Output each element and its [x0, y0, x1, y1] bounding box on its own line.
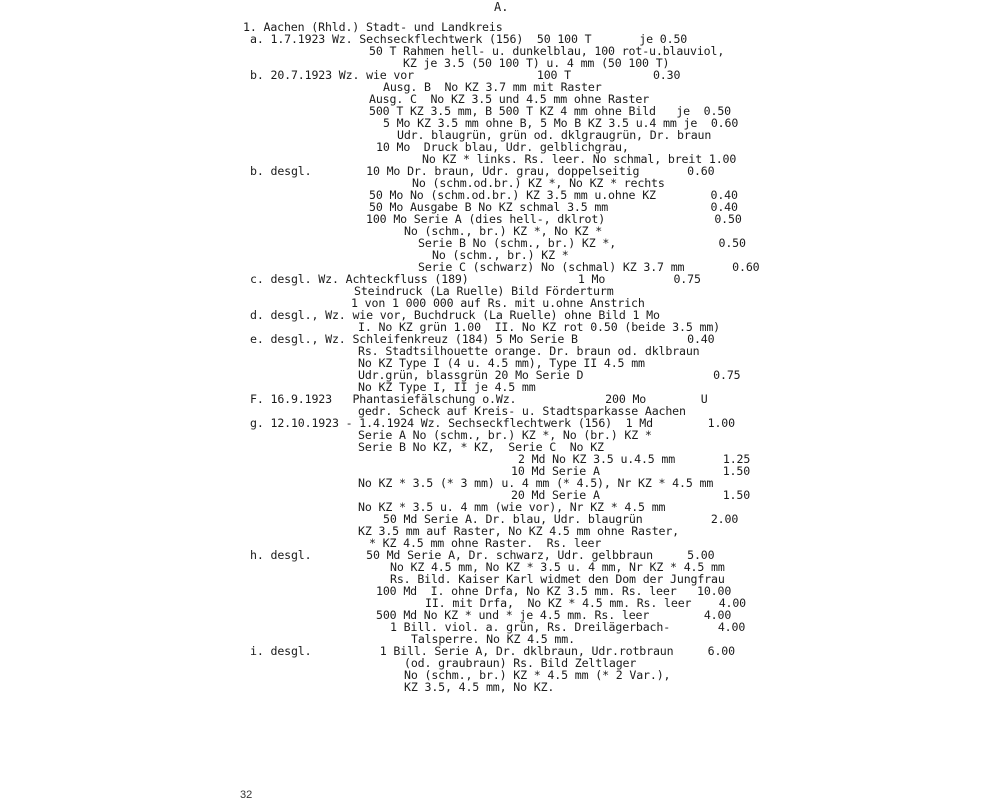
- catalog-line: Udr.grün, blassgrün 20 Mo Serie D 0.75: [358, 368, 741, 382]
- catalog-line: Steindruck (La Ruelle) Bild Förderturm: [354, 284, 614, 298]
- catalog-line: b. 20.7.1923 Wz. wie vor 100 T 0.30: [250, 68, 681, 82]
- catalog-line: No (schm., br.) KZ *: [432, 248, 569, 262]
- page-number: 32: [240, 789, 253, 801]
- catalog-line: No KZ Type I (4 u. 4.5 mm), Type II 4.5 mm: [358, 356, 645, 370]
- catalog-line: Udr. blaugrün, grün od. dklgraugrün, Dr. braun: [397, 128, 712, 142]
- catalog-line: h. desgl. 50 Md Serie A, Dr. schwarz, Udr. gelbbraun 5.00: [250, 548, 715, 562]
- catalog-line: Serie B No (schm., br.) KZ *, 0.50: [418, 236, 746, 250]
- catalog-line: No KZ * links. Rs. leer. No schmal, breit 1.00: [422, 152, 737, 166]
- catalog-line: No (schm., br.) KZ *, No KZ *: [404, 224, 603, 238]
- catalog-line: Serie B No KZ, * KZ, Serie C No KZ: [358, 440, 604, 454]
- catalog-line: 50 Md Serie A. Dr. blau, Udr. blaugrün 2.00: [383, 512, 739, 526]
- catalog-line: 20 Md Serie A 1.50: [511, 488, 751, 502]
- catalog-line: No KZ * 3.5 (* 3 mm) u. 4 mm (* 4.5), Nr KZ * 4.5 mm: [358, 476, 714, 490]
- catalog-line: 5 Mo KZ 3.5 mm ohne B, 5 Mo B KZ 3.5 u.4 mm je 0.60: [383, 116, 739, 130]
- catalog-line: Serie A No (schm., br.) KZ *, No (br.) KZ *: [358, 428, 652, 442]
- catalog-line: 500 T KZ 3.5 mm, B 500 T KZ 4 mm ohne Bild je 0.50: [369, 104, 731, 118]
- catalog-line: 1 Bill. viol. a. grün, Rs. Dreilägerbach- 4.00: [390, 620, 746, 634]
- catalog-line: KZ 3.5 mm auf Raster, No KZ 4.5 mm ohne Raster,: [358, 524, 680, 538]
- catalog-line: I. No KZ grün 1.00 II. No KZ rot 0.50 (beide 3.5 mm): [358, 320, 720, 334]
- catalog-line: e. desgl., Wz. Schleifenkreuz (184) 5 Mo Serie B 0.40: [250, 332, 715, 346]
- catalog-line: 50 T Rahmen hell- u. dunkelblau, 100 rot-u.blauviol,: [369, 44, 725, 58]
- catalog-line: KZ je 3.5 (50 100 T) u. 4 mm (50 100 T): [403, 56, 670, 70]
- catalog-line: 10 Md Serie A 1.50: [511, 464, 751, 478]
- catalog-line: gedr. Scheck auf Kreis- u. Stadtsparkasse Aachen: [358, 404, 686, 418]
- catalog-line: * KZ 4.5 mm ohne Raster. Rs. leer: [369, 536, 602, 550]
- catalog-line: No KZ * 3.5 u. 4 mm (wie vor), Nr KZ * 4.5 mm: [358, 500, 666, 514]
- catalog-line: 50 Mo Ausgabe B No KZ schmal 3.5 mm 0.40: [369, 200, 738, 214]
- catalog-line: 2 Md No KZ 3.5 u.4.5 mm 1.25: [518, 452, 751, 466]
- catalog-line: 1. Aachen (Rhld.) Stadt- und Landkreis: [243, 20, 503, 34]
- catalog-line: i. desgl. 1 Bill. Serie A, Dr. dklbraun, Udr.rotbraun 6.00: [250, 644, 735, 658]
- catalog-line: (od. graubraun) Rs. Bild Zeltlager: [404, 656, 637, 670]
- catalog-line: II. mit Drfa, No KZ * 4.5 mm. Rs. leer 4.00: [425, 596, 747, 610]
- catalog-line: Rs. Stadtsilhouette orange. Dr. braun od. dklbraun: [358, 344, 700, 358]
- catalog-line: Rs. Bild. Kaiser Karl widmet den Dom der Jungfrau: [390, 572, 725, 586]
- catalog-line: g. 12.10.1923 - 1.4.1924 Wz. Sechseckflechtwerk (156) 1 Md 1.00: [250, 416, 735, 430]
- catalog-line: No (schm.od.br.) KZ *, No KZ * rechts: [412, 176, 665, 190]
- catalog-line: d. desgl., Wz. wie vor, Buchdruck (La Ruelle) ohne Bild 1 Mo: [250, 308, 660, 322]
- catalog-line: Serie C (schwarz) No (schmal) KZ 3.7 mm 0.60: [418, 260, 760, 274]
- catalog-line: 100 Mo Serie A (dies hell-, dklrot) 0.50: [366, 212, 742, 226]
- page-header-letter: A.: [494, 0, 509, 14]
- catalog-line: Ausg. B No KZ 3.7 mm mit Raster: [383, 80, 602, 94]
- catalog-line: No (schm., br.) KZ * 4.5 mm (* 2 Var.),: [404, 668, 671, 682]
- catalog-line: F. 16.9.1923 Phantasiefälschung o.Wz. 200 Mo U: [250, 392, 708, 406]
- catalog-line: Talsperre. No KZ 4.5 mm.: [411, 632, 575, 646]
- catalog-line: 500 Md No KZ * und * je 4.5 mm. Rs. leer 4.00: [376, 608, 732, 622]
- catalog-line: Ausg. C No KZ 3.5 und 4.5 mm ohne Raster: [369, 92, 650, 106]
- catalog-line: No KZ Type I, II je 4.5 mm: [358, 380, 536, 394]
- catalog-line: No KZ 4.5 mm, No KZ * 3.5 u. 4 mm, Nr KZ * 4.5 mm: [390, 560, 725, 574]
- catalog-line: 1 von 1 000 000 auf Rs. mit u.ohne Anstrich: [351, 296, 645, 310]
- catalog-line: 100 Md I. ohne Drfa, No KZ 3.5 mm. Rs. leer 10.00: [376, 584, 732, 598]
- catalog-line: b. desgl. 10 Mo Dr. braun, Udr. grau, doppelseitig 0.60: [250, 164, 715, 178]
- catalog-line: 50 Mo No (schm.od.br.) KZ 3.5 mm u.ohne KZ 0.40: [369, 188, 738, 202]
- catalog-line: 10 Mo Druck blau, Udr. gelblichgrau,: [376, 140, 629, 154]
- catalog-line: KZ 3.5, 4.5 mm, No KZ.: [404, 680, 555, 694]
- catalog-line: a. 1.7.1923 Wz. Sechseckflechtwerk (156) 50 100 T je 0.50: [250, 32, 688, 46]
- catalog-line: c. desgl. Wz. Achteckfluss (189) 1 Mo 0.75: [250, 272, 701, 286]
